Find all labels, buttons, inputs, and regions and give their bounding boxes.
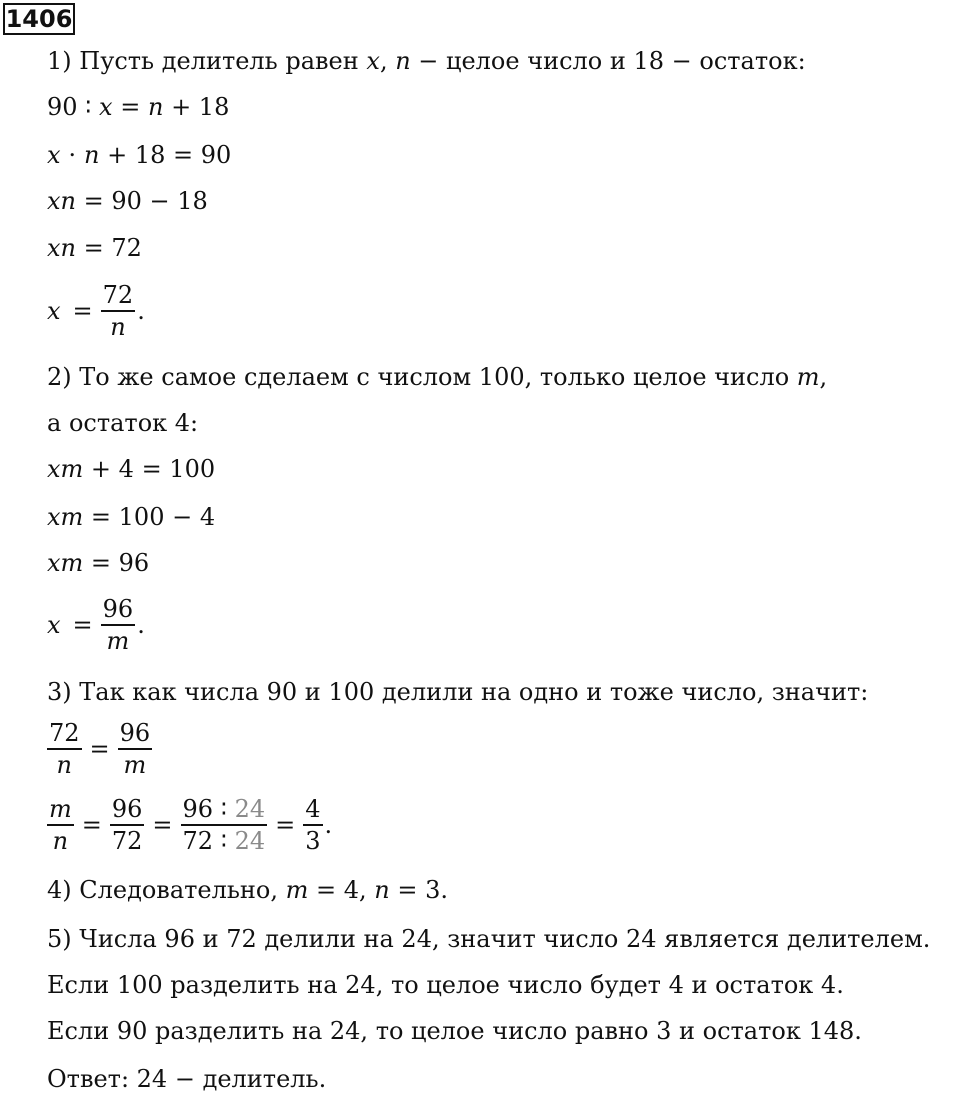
eq10-f1-denominator: n xyxy=(56,751,72,779)
eq11-f1-denominator: n xyxy=(52,827,69,855)
step-2-line-1 xyxy=(47,362,827,392)
eq7-var-xm: xm xyxy=(47,503,84,531)
eq11-fraction-2 xyxy=(110,794,145,856)
eq11-equals-1: = xyxy=(81,811,102,839)
step-5-line-2: Если 100 разделить на 24, то целое число будет 4 и остаток 4. xyxy=(47,971,844,999)
eq6-rest: + 4 = 100 xyxy=(83,455,216,483)
eq11-equals-2: = xyxy=(152,811,173,839)
eq1-equals: = xyxy=(112,93,148,121)
equation-8 xyxy=(47,548,149,578)
eq11-equals-3: = xyxy=(275,811,296,839)
step-1-line xyxy=(47,46,806,76)
equation-7 xyxy=(47,502,215,532)
eq7-rest: = 100 − 4 xyxy=(83,503,216,531)
eq1-var-x: x xyxy=(99,93,113,121)
eq9-period: . xyxy=(137,611,145,639)
answer-line: Ответ: 24 − делитель. xyxy=(47,1065,327,1093)
eq10-equals: = xyxy=(89,735,110,763)
eq11-fraction-1 xyxy=(47,794,74,856)
eq5-numerator: 72 xyxy=(101,280,136,312)
step-4-var-n: n xyxy=(374,876,390,904)
eq6-var-xm: xm xyxy=(47,455,84,483)
eq1-part-e: + 18 xyxy=(163,93,230,121)
eq9-var-x: x xyxy=(47,611,61,639)
eq3-var-xn: xn xyxy=(47,187,76,215)
eq8-rest: = 96 xyxy=(83,549,150,577)
equation-11 xyxy=(47,794,332,856)
eq2-var-n: n xyxy=(84,141,100,169)
eq11-f3-numerator xyxy=(181,794,268,826)
eq11-f2-numerator: 96 xyxy=(110,794,145,826)
eq10-fraction-2 xyxy=(118,718,153,780)
step-5-line-3: Если 90 разделить на 24, то целое число равно 3 и остаток 148. xyxy=(47,1017,862,1045)
eq10-fraction-1 xyxy=(47,718,82,780)
var-x: x xyxy=(366,47,380,75)
comma: , xyxy=(379,47,396,75)
eq11-f1-numerator: m xyxy=(47,794,74,826)
eq11-f3-den-b: 24 xyxy=(234,827,266,855)
eq9-denominator: m xyxy=(106,627,130,655)
step-2-comma: , xyxy=(819,363,828,391)
eq11-period: . xyxy=(324,811,333,839)
eq10-f2-numerator: 96 xyxy=(118,718,153,750)
equation-2 xyxy=(47,140,231,170)
eq1-var-n: n xyxy=(147,93,164,121)
eq11-f3-den-a: 72 ∶ xyxy=(182,827,235,855)
step-4-text: 4) Следовательно, xyxy=(47,876,286,904)
equation-5-fraction xyxy=(47,280,145,342)
step-2-var-m: m xyxy=(796,363,820,391)
eq5-equals: = xyxy=(72,297,93,325)
eq9-equals: = xyxy=(72,611,93,639)
step-1-text-before: 1) Пусть делитель равен xyxy=(47,47,367,75)
equation-3 xyxy=(47,186,208,216)
step-4-var-m: m xyxy=(285,876,309,904)
eq1-part-a: 90 ∶ xyxy=(47,93,100,121)
eq3-rest: = 90 − 18 xyxy=(76,187,208,215)
eq2-rest: + 18 = 90 xyxy=(99,141,232,169)
step-4-line xyxy=(47,875,448,905)
step-1-text-after: − целое число и 18 − остаток: xyxy=(410,47,806,75)
eq9-fraction xyxy=(101,594,136,656)
equation-10 xyxy=(47,718,154,780)
eq11-f3-num-b: 24 xyxy=(234,795,266,823)
step-5-line-1: 5) Числа 96 и 72 делили на 24, значит число 24 является делителем. xyxy=(47,925,931,953)
step-4-mid-2: = 3. xyxy=(389,876,449,904)
eq5-denominator: n xyxy=(110,313,126,341)
step-4-mid-1: = 4, xyxy=(308,876,375,904)
equation-4 xyxy=(47,233,142,263)
step-3-line: 3) Так как числа 90 и 100 делили на одно и тоже число, значит: xyxy=(47,678,869,706)
eq11-fraction-4 xyxy=(303,794,322,856)
eq10-f1-numerator: 72 xyxy=(47,718,82,750)
eq10-f2-denominator: m xyxy=(123,751,147,779)
eq8-var-xm: xm xyxy=(47,549,84,577)
eq5-var-x: x xyxy=(47,297,61,325)
eq2-dot: ⋅ xyxy=(60,141,85,169)
eq11-f2-denominator: 72 xyxy=(111,827,143,855)
eq11-f4-denominator: 3 xyxy=(305,827,321,855)
eq11-f3-denominator xyxy=(181,826,268,856)
step-2-text: 2) То же самое сделаем с числом 100, только целое число xyxy=(47,363,797,391)
eq2-var-x: x xyxy=(47,141,61,169)
equation-9-fraction xyxy=(47,594,145,656)
equation-6 xyxy=(47,454,215,484)
eq11-f4-numerator: 4 xyxy=(303,794,322,826)
eq5-period: . xyxy=(137,297,145,325)
equation-1 xyxy=(47,92,229,122)
eq11-fraction-3 xyxy=(181,794,268,856)
eq9-numerator: 96 xyxy=(101,594,136,626)
problem-number-badge: 1406 xyxy=(3,3,75,35)
eq11-f3-num-a: 96 ∶ xyxy=(182,795,235,823)
eq4-var-xn: xn xyxy=(47,234,76,262)
eq5-fraction xyxy=(101,280,136,342)
var-n: n xyxy=(395,47,411,75)
eq4-rest: = 72 xyxy=(76,234,142,262)
step-2-line-2: а остаток 4: xyxy=(47,409,199,437)
